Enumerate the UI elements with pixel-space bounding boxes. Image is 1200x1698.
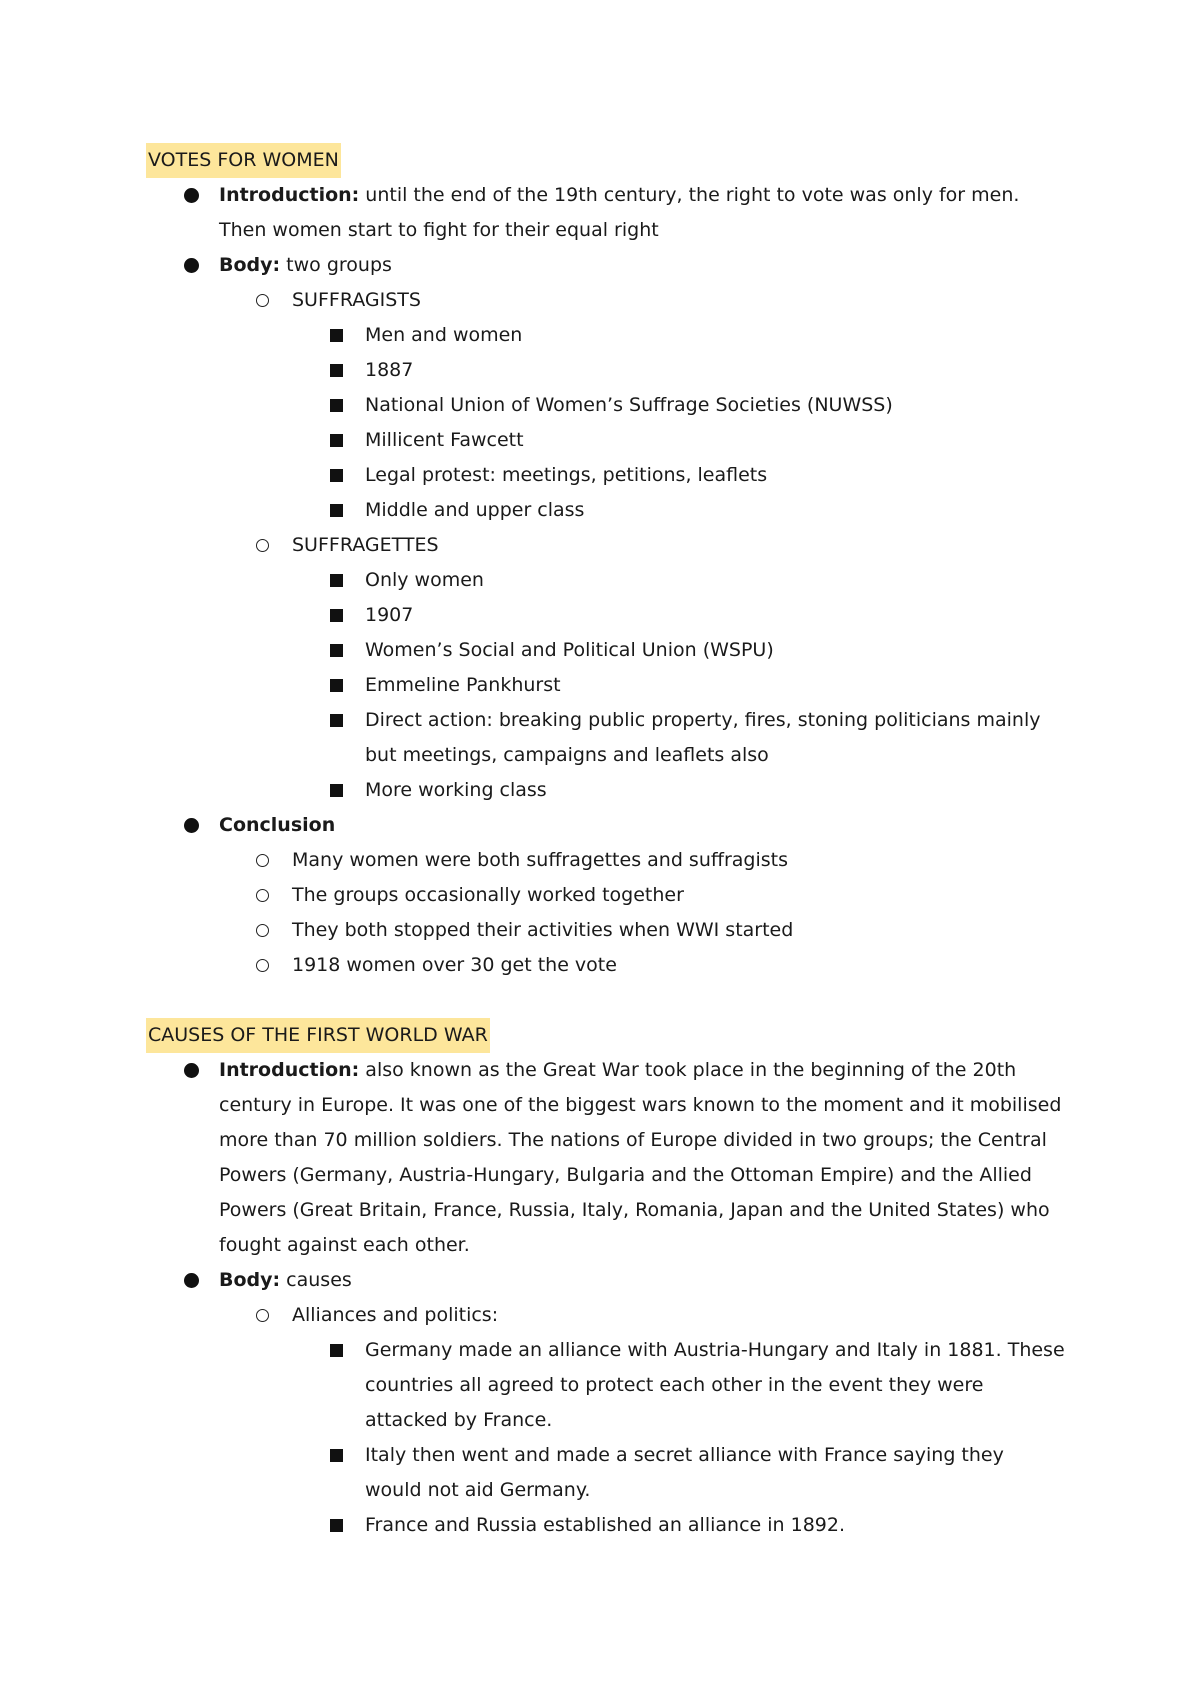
suffragettes-item: Only women [365,569,484,591]
filled-circle-bullet-icon [184,188,199,203]
wwi-body-text: causes [280,1269,352,1291]
alliances-heading-item [146,1298,1066,1333]
votes-body-text: two groups [280,254,392,276]
square-bullet-icon [330,1449,343,1462]
suffragettes-title: SUFFRAGETTES [292,534,439,556]
wwi-heading: CAUSES OF THE FIRST WORLD WAR [146,1018,490,1053]
suffragettes-item: More working class [365,779,547,801]
square-bullet-icon [330,679,343,692]
suffragettes-item: Women’s Social and Political Union (WSPU) [365,639,774,661]
votes-for-women-section [146,143,1066,983]
votes-conclusion-label: Conclusion [219,814,336,836]
suffragettes-item: Emmeline Pankhurst [365,674,561,696]
alliances-item: Italy then went and made a secret alliance with France saying they would not aid Germany. [365,1444,1004,1501]
list-item [146,563,1066,598]
suffragists-item: Legal protest: meetings, petitions, leaflets [365,464,768,486]
list-item [146,1508,1066,1543]
suffragists-item: Middle and upper class [365,499,585,521]
list-item [146,458,1066,493]
suffragists-item: 1887 [365,359,414,381]
suffragists-heading-item [146,283,1066,318]
hollow-circle-bullet-icon [256,959,269,972]
hollow-circle-bullet-icon [256,924,269,937]
list-item [146,1333,1066,1438]
list-item [146,878,1066,913]
alliances-item: France and Russia established an alliance in 1892. [365,1514,846,1536]
hollow-circle-bullet-icon [256,854,269,867]
square-bullet-icon [330,644,343,657]
list-item [146,913,1066,948]
square-bullet-icon [330,434,343,447]
square-bullet-icon [330,1519,343,1532]
votes-intro-text: until the end of the 19th century, the right to vote was only for men. Then women start to fight for their equal right [219,184,1020,241]
causes-of-wwi-section [146,1018,1066,1543]
conclusion-item: Many women were both suffragettes and suffragists [292,849,788,871]
votes-heading: VOTES FOR WOMEN [146,143,341,178]
conclusion-item: The groups occasionally worked together [292,884,684,906]
suffragists-item: Men and women [365,324,523,346]
alliances-item: Germany made an alliance with Austria-Hungary and Italy in 1881. These countries all agreed to protect each other in the event they were attacked by France. [365,1339,1065,1431]
votes-heading-row [146,143,1066,178]
wwi-body-label: Body: [219,1269,281,1291]
square-bullet-icon [330,609,343,622]
votes-body-label: Body: [219,254,281,276]
square-bullet-icon [330,329,343,342]
hollow-circle-bullet-icon [256,1309,269,1322]
votes-introduction-item [146,178,1066,248]
square-bullet-icon [330,399,343,412]
hollow-circle-bullet-icon [256,889,269,902]
list-item [146,1438,1066,1508]
wwi-introduction-item [146,1053,1066,1263]
filled-circle-bullet-icon [184,258,199,273]
square-bullet-icon [330,1344,343,1357]
filled-circle-bullet-icon [184,818,199,833]
suffragists-title: SUFFRAGISTS [292,289,421,311]
suffragists-item: Millicent Fawcett [365,429,524,451]
hollow-circle-bullet-icon [256,294,269,307]
hollow-circle-bullet-icon [256,539,269,552]
filled-circle-bullet-icon [184,1273,199,1288]
list-item [146,668,1066,703]
wwi-body-item [146,1263,1066,1298]
list-item [146,633,1066,668]
list-item [146,318,1066,353]
square-bullet-icon [330,364,343,377]
suffragettes-item: Direct action: breaking public property, fires, stoning politicians mainly but meetings, campaigns and leaflets also [365,709,1041,766]
filled-circle-bullet-icon [184,1063,199,1078]
votes-conclusion-item [146,808,1066,843]
suffragettes-item: 1907 [365,604,414,626]
list-item [146,493,1066,528]
square-bullet-icon [330,714,343,727]
list-item [146,353,1066,388]
square-bullet-icon [330,469,343,482]
square-bullet-icon [330,504,343,517]
list-item [146,388,1066,423]
suffragettes-heading-item [146,528,1066,563]
list-item [146,423,1066,458]
wwi-intro-text: also known as the Great War took place in the beginning of the 20th century in Europe. It was one of the biggest wars known to the moment and it mobilised more than 70 million soldiers. The nations of Europe divided in two groups; the Central Powers (Germany, Austria-Hungary, Bulgaria and the Ottoman Empire) and the Allied Powers (Great Britain, France, Russia, Italy, Romania, Japan and the United States) who fought against each other. [219,1059,1062,1256]
conclusion-item: They both stopped their activities when WWI started [292,919,794,941]
votes-intro-label: Introduction: [219,184,360,206]
list-item [146,773,1066,808]
alliances-title: Alliances and politics: [292,1304,499,1326]
square-bullet-icon [330,574,343,587]
list-item [146,948,1066,983]
votes-body-item [146,248,1066,283]
conclusion-item: 1918 women over 30 get the vote [292,954,617,976]
list-item [146,843,1066,878]
suffragists-item: National Union of Women’s Suffrage Societies (NUWSS) [365,394,893,416]
list-item [146,703,1066,773]
square-bullet-icon [330,784,343,797]
list-item [146,598,1066,633]
wwi-heading-row [146,1018,1066,1053]
wwi-intro-label: Introduction: [219,1059,360,1081]
